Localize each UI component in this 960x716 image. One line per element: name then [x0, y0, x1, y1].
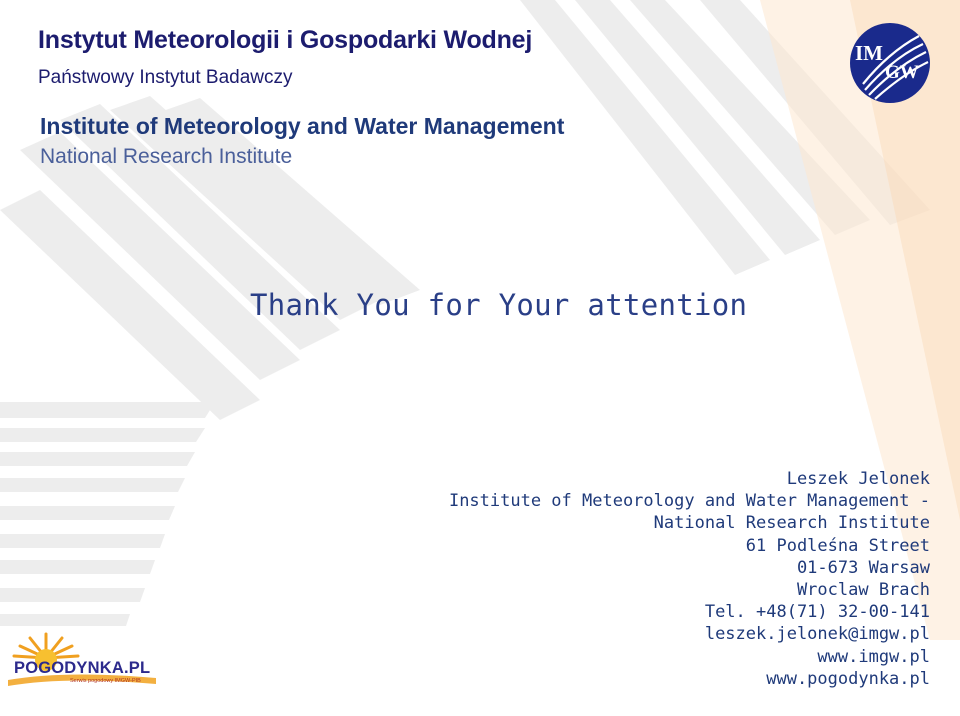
contact-city: 01-673 Warsaw [796, 557, 930, 578]
contact-phone: Tel. +48(71) 32-00-141 [704, 602, 930, 623]
thank-you-heading: Thank You for Your attention [250, 288, 748, 322]
imgw-logo-gw: GW [885, 62, 919, 83]
contact-website-pogodynka-link[interactable]: www.pogodynka.pl [766, 668, 930, 689]
contact-name: Leszek Jelonek [786, 469, 930, 489]
pogodynka-tagline: Serwis pogodowy IMGW-PIB [70, 678, 141, 684]
contact-street: 61 Podleśna Street [745, 535, 930, 556]
contact-website-imgw-link[interactable]: www.imgw.pl [817, 646, 930, 667]
imgw-logo [849, 22, 931, 104]
institute-subtitle-pl: Państwowy Instytut Badawczy [38, 67, 293, 88]
contact-block [449, 468, 930, 690]
contact-branch: Wroclaw Brach [796, 580, 930, 601]
contact-institute-cont: National Research Institute [653, 513, 930, 534]
contact-institute: Institute of Meteorology and Water Management - [448, 491, 930, 512]
pogodynka-brand: POGODYNKA.PL [14, 659, 151, 677]
institute-subtitle-en: National Research Institute [40, 145, 293, 168]
imgw-logo-im: IM [855, 41, 883, 65]
institute-title-en: Institute of Meteorology and Water Management [40, 113, 565, 139]
institute-title-pl: Instytut Meteorologii i Gospodarki Wodnej [38, 26, 533, 54]
contact-email-link[interactable]: leszek.jelonek@imgw.pl [704, 624, 930, 645]
